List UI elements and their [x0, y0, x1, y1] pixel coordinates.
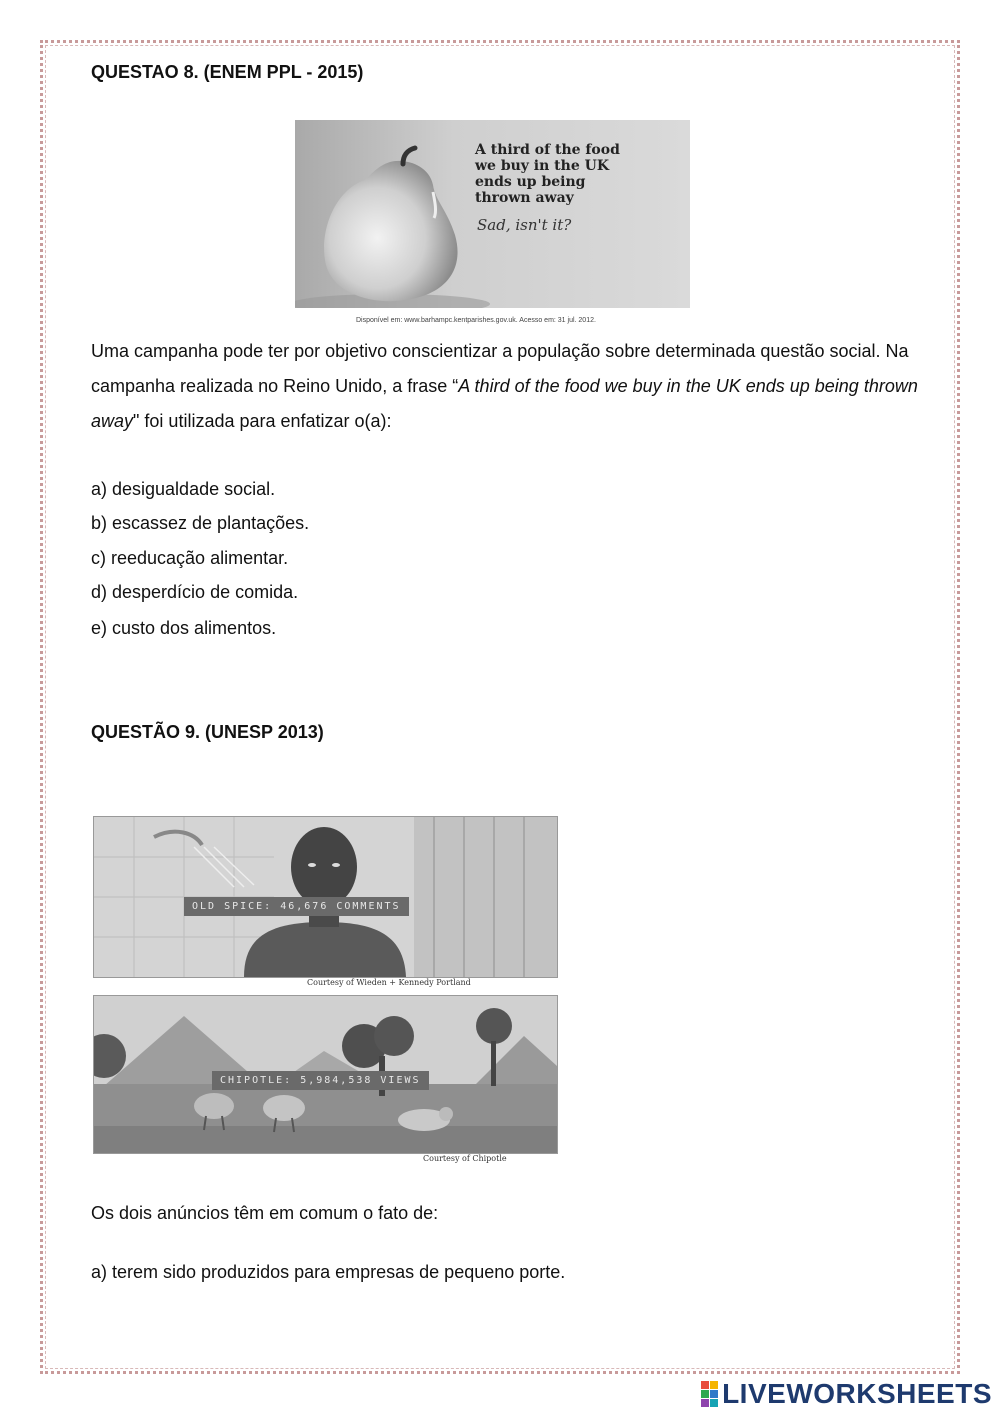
chipotle-courtesy: Courtesy of Chipotle: [423, 1154, 507, 1163]
liveworksheets-logo: [701, 1378, 992, 1410]
old-spice-comments-banner: OLD SPICE: 46,676 COMMENTS: [184, 897, 409, 916]
ad-line-4: thrown away: [475, 190, 574, 206]
question-9-prompt: Os dois anúncios têm em comum o fato de:: [91, 1203, 439, 1223]
ad-headline: [475, 142, 675, 206]
image-source-caption: Disponível em: www.barhampc.kentparishes.gov.uk. Acesso em: 31 jul. 2012.: [356, 317, 596, 324]
ad-tagline: Sad, isn't it?: [477, 216, 572, 234]
ad-line-3: ends up being: [475, 174, 586, 190]
pear-advert-image: [295, 120, 690, 308]
ad-line-1: A third of the food: [475, 142, 620, 158]
option-a[interactable]: a) desigualdade social.: [91, 479, 276, 499]
ad-line-2: we buy in the UK: [475, 158, 609, 174]
question-9-title: QUESTÃO 9. (UNESP 2013): [91, 722, 324, 742]
question-8-title: QUESTAO 8. (ENEM PPL - 2015): [91, 62, 364, 82]
option-b[interactable]: b) escassez de plantações.: [91, 513, 310, 533]
statement-quote: A third of the food we buy in the UK ends up being thrown away: [91, 376, 918, 431]
question-9-option-a[interactable]: a) terem sido produzidos para empresas de pequeno porte.: [91, 1262, 566, 1282]
chipotle-views-banner: CHIPOTLE: 5,984,538 VIEWS: [212, 1071, 429, 1090]
logo-grid-icon: [701, 1381, 718, 1407]
option-c[interactable]: c) reeducação alimentar.: [91, 548, 289, 568]
question-8-statement: [91, 334, 921, 439]
option-d[interactable]: d) desperdício de comida.: [91, 582, 299, 602]
old-spice-courtesy: Courtesy of Wieden + Kennedy Portland: [307, 978, 471, 987]
old-spice-advert-image: [93, 816, 558, 978]
statement-text-end: " foi utilizada para enfatizar o(a):: [133, 411, 392, 431]
statement-text-start: Uma campanha pode ter por objetivo conscientizar a população sobre determinada questão social. Na campanha realizada no Reino Unido, a frase “: [91, 341, 909, 396]
logo-text: LIVEWORKSHEETS: [722, 1378, 992, 1409]
chipotle-advert-image: [93, 995, 558, 1154]
option-e[interactable]: e) custo dos alimentos.: [91, 618, 277, 638]
